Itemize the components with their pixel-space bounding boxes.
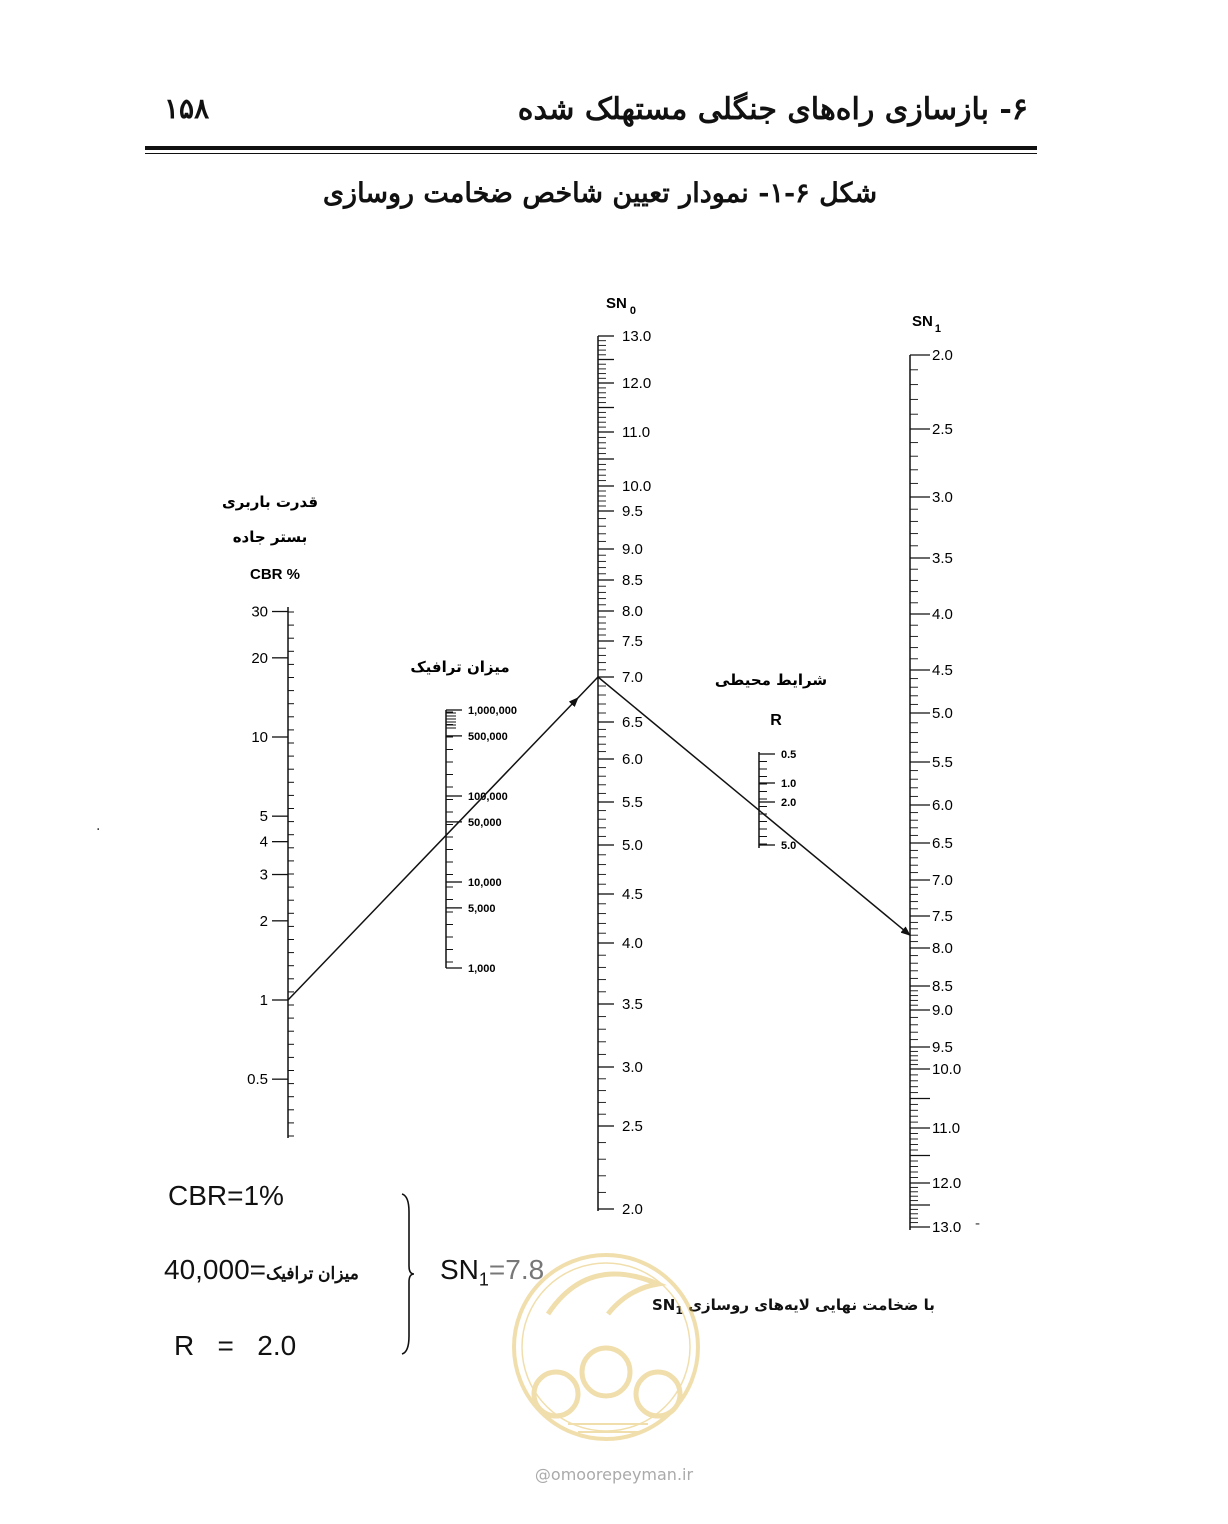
sn0-tick-label: 2.0 xyxy=(622,1201,643,1218)
sn1-tick-label: 4.0 xyxy=(932,606,953,623)
sn0-title: SN $_0$ xyxy=(606,295,636,317)
sn0-tick-label: 7.5 xyxy=(622,633,643,650)
sn1-tick-label: 6.0 xyxy=(932,797,953,814)
sn0-tick-label: 8.5 xyxy=(622,572,643,589)
figure-caption: شکل ۶-۱- نمودار تعیین شاخص ضخامت روسازی xyxy=(322,178,878,209)
sn1-tick-label: 8.5 xyxy=(932,978,953,995)
example-cbr: CBR=1% xyxy=(168,1180,284,1211)
cbr-tick-label: 0.5 xyxy=(247,1071,268,1089)
r-tick-label: 0.5 xyxy=(781,749,797,761)
sn1-tick-label: 5.5 xyxy=(932,754,953,771)
example-r: R = 2.0 xyxy=(174,1330,297,1361)
traffic-tick-label: 500,000 xyxy=(468,730,508,743)
traffic-tick-label: 10,000 xyxy=(468,877,502,889)
watermark-text: @omoorepeyman.ir xyxy=(534,1465,694,1484)
sn1-note: $SN_1$ با ضخامت نهایی لایه‌های روسازی xyxy=(652,1296,935,1317)
example-traffic-value: =40,000 xyxy=(164,1254,266,1285)
sn0-tick-label: 3.5 xyxy=(622,996,643,1013)
sn1-tick-label: 7.5 xyxy=(932,908,953,925)
cbr-title-line3: CBR % xyxy=(249,566,301,583)
sn0-tick-label: 13.0 xyxy=(622,328,652,345)
sn0-tick-label: 12.0 xyxy=(622,375,652,392)
r-tick-label: 2.0 xyxy=(781,797,797,809)
cbr-title-line2: بستر جاده xyxy=(232,528,308,546)
r-scale xyxy=(715,671,827,852)
example-traffic xyxy=(164,1254,361,1286)
traffic-tick-label: 1,000,000 xyxy=(468,705,517,717)
cbr-tick-label: 3 xyxy=(259,866,268,884)
traffic-title: میزان ترافیک xyxy=(410,658,510,676)
traffic-tick-label: 100,000 xyxy=(468,791,508,803)
path-arrow-cbr-to-sn0 xyxy=(288,698,578,1000)
r-tick-label: 5.0 xyxy=(781,840,797,852)
sn1-tick-label: 10.0 xyxy=(932,1061,962,1078)
sn0-tick-label: 6.5 xyxy=(622,714,643,731)
sn1-tick-label: 6.5 xyxy=(932,835,953,852)
sn0-tick-label: 4.5 xyxy=(622,886,643,903)
r-title-line2: R xyxy=(770,712,782,729)
sn1-tick-label: 12.0 xyxy=(932,1175,962,1192)
sn0-tick-label: 9.0 xyxy=(622,541,643,558)
sn1-tick-label: 4.5 xyxy=(932,662,953,679)
sn0-tick-label: 5.0 xyxy=(622,837,643,854)
sn1-tick-label: 9.5 xyxy=(932,1039,953,1056)
sn0-tick-label: 10.0 xyxy=(622,478,652,495)
sn0-tick-label: 8.0 xyxy=(622,603,643,620)
publisher-logo xyxy=(508,1244,704,1450)
cbr-scale xyxy=(222,493,318,1138)
cbr-tick-label: 4 xyxy=(259,833,268,851)
path-segment xyxy=(578,677,598,698)
stray-mark: - xyxy=(975,1216,981,1232)
sn1-tick-label: 2.0 xyxy=(932,347,953,364)
sn1-tick-label: 9.0 xyxy=(932,1002,953,1019)
cbr-tick-label: 10 xyxy=(251,729,268,746)
sn1-tick-label: 3.0 xyxy=(932,489,953,506)
stray-mark: · xyxy=(96,822,101,838)
sn0-tick-label: 5.5 xyxy=(622,794,643,811)
sn0-scale xyxy=(598,295,651,1218)
sn1-tick-label: 8.0 xyxy=(932,940,953,957)
traffic-tick-label: 5,000 xyxy=(468,902,496,915)
sn1-tick-label: 11.0 xyxy=(932,1120,961,1137)
cbr-tick-label: 30 xyxy=(251,603,268,621)
r-tick-label: 1.0 xyxy=(781,778,797,790)
traffic-tick-label: 50,000 xyxy=(468,816,502,829)
chapter-title: ۶- بازسازی راه‌های جنگلی مستهلک شده xyxy=(517,92,1028,127)
sn0-tick-label: 3.0 xyxy=(622,1059,643,1076)
sn1-tick-label: 3.5 xyxy=(932,550,953,567)
solution-path xyxy=(288,677,910,1000)
sn1-tick-label: 2.5 xyxy=(932,421,953,438)
cbr-tick-label: 2 xyxy=(259,912,268,930)
example-traffic-label: میزان ترافیک xyxy=(266,1264,359,1283)
sn0-tick-label: 6.0 xyxy=(622,751,643,768)
traffic-tick-label: 1,000 xyxy=(468,963,496,975)
cbr-tick-label: 5 xyxy=(259,808,268,826)
sn1-scale xyxy=(910,313,961,1236)
r-title-line1: شرایط محیطی xyxy=(714,671,828,689)
sn1-note-text: با ضخامت نهایی لایه‌های روسازی xyxy=(688,1296,935,1314)
path-arrow-sn0-to-sn1 xyxy=(598,677,910,935)
sn0-tick-label: 4.0 xyxy=(622,935,643,952)
sn1-title: SN $_1$ xyxy=(912,313,941,335)
sn1-tick-label: 5.0 xyxy=(932,705,953,722)
sn1-tick-label: 13.0 xyxy=(932,1219,962,1236)
sn0-tick-label: 2.5 xyxy=(622,1118,643,1135)
sn1-tick-label: 7.0 xyxy=(932,872,953,889)
cbr-tick-label: 1 xyxy=(259,992,268,1009)
example-brace xyxy=(398,1192,416,1356)
sn0-tick-label: 11.0 xyxy=(622,424,651,441)
cbr-tick-label: 20 xyxy=(251,649,268,667)
cbr-title-line1: قدرت باربری xyxy=(221,493,319,511)
sn0-tick-label: 9.5 xyxy=(622,503,643,520)
page-number: ۱۵۸ xyxy=(164,92,210,125)
sn0-tick-label: 7.0 xyxy=(622,669,643,686)
example-sn1-result: $SN_1=7.8$ xyxy=(440,1254,545,1290)
